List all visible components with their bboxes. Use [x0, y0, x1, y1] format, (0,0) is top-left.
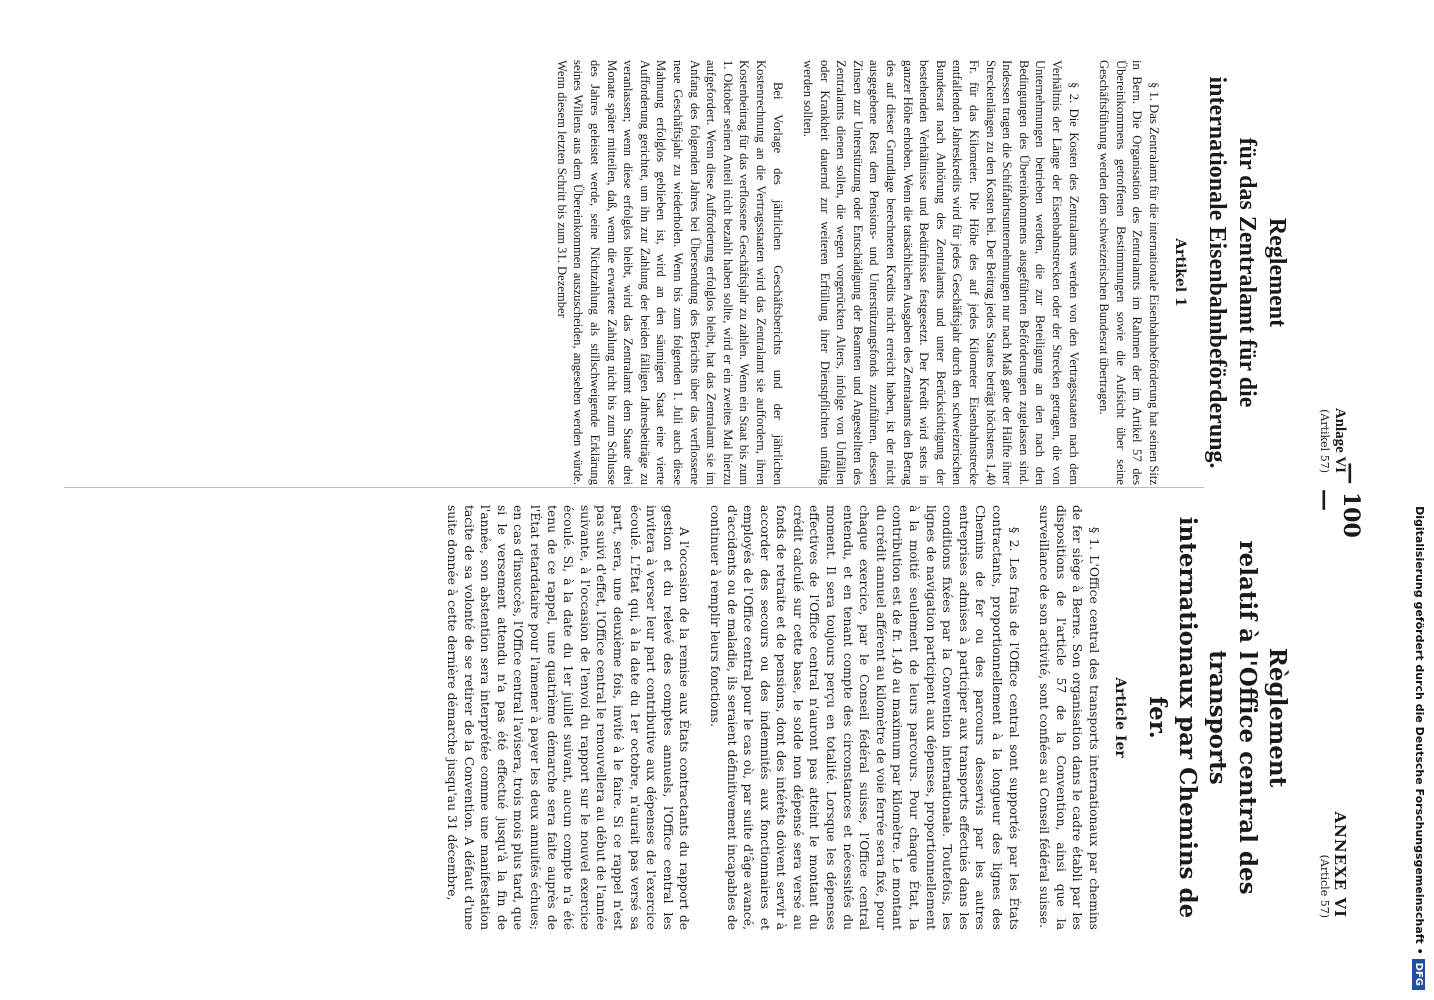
annex-label-fr: ANNEXE VI [1331, 811, 1349, 918]
page-number: — 100 — [1312, 462, 1364, 538]
title-fr-line: relatif à l'Office central des transports [1204, 540, 1261, 895]
title-fr [1142, 505, 1292, 930]
title-de-line: Reglement [1264, 217, 1290, 328]
paragraph-fr-2: § 2. Les frais de l'Office central sont supportés par les États contractants, proportionnellement à la longueur des lignes des Chemins de fer ou des parcours desservis par les autres entreprises admises à participer aux transports effectués dans les conditions fixées par la Convention internationale. Toutefois, les lignes de navigation participent aux dépenses, proportionnellement à la moitié seulement de leurs parcours. Pour chaque État, la contribution est de fr. 1,40 au maximum par kilomètre. Le montant du crédit annuel afférent au kilomètre de voie ferrée sera fixé, pour chaque exercice, par le Conseil fédéral suisse, l'Office central entendu, et en tenant compte des circonstances et nécessités du moment. Il sera toujours perçu en totalité. Lorsque les dépenses effectives de l'Office central n'auront pas atteint le montant du crédit calculé sur cette base, le solde non dépensé sera versé au fonds de retraite et de pensions, dont des intérêts doivent servir à accorder des secours ou des indemnités aux fonctionnaires et employés de l'Office central pour le cas où, par suite d'âge avancé, d'accidents ou de maladie, ils seraient définitivement incapables de continuer à remplir leurs fonctions. [707, 505, 1021, 930]
paragraph-de-2: § 2. Die Kosten des Zentralamts werden von den Vertragsstaaten nach dem Verhältnis der Länge der Eisenbahnstrecken oder der Strecken getragen, die von Unternehmungen betrieben werden, die zur Beteiligung an den nach den Bedingungen des Übereinkommens ausgeführten Beförderungen zugelassen sind. Indessen tragen die Schiffahrtsunternehmungen nur nach Maß gabe der Hälfte ihrer Streckenlängen zu den Kosten bei. Der Beitrag jedes Staates beträgt höchstens 1,40 Fr. für das Kilometer. Die Höhe des auf jedes Kilometer Eisenbahnstrecke entfallenden Jahreskredits wird für jedes Geschäftsjahr durch den schweizerischen Bundesrat nach Anhörung des Zentralamts und unter Berücksichtigung der bestehenden Verhältnisse und Bedürfnisse festgesetzt. Der Kredit wird stets in ganzer Höhe erhoben. Wenn die tatsächlichen Ausgaben des Zentralamts den Betrag des auf dieser Grundlage berechneten Kredits nicht erreicht haben, ist der nicht ausgegebene Rest dem Pensions- und Unterstützungsfonds zuzuführen, dessen Zinsen zur Unterstützung oder Entschädigung der Beamten und Angestellten des Zentralamts dienen sollen, die wegen vorgerückten Alters, infolge von Unfällen oder Krankheit dauernd zur weiteren Erfüllung ihrer Dienstpflichten unfähig werden sollten. [801, 60, 1081, 485]
dfg-logo: DFG [1413, 959, 1426, 990]
paragraph-fr-1: § 1. L'Office central des transports internationaux par chemins de fer siège à Berne. Son organisation dans le cadre établi par les dispositions de l'article 57 de la Convention, ainsi que la surveillance de son activité, sont confiées au Conseil fédéral suisse. [1037, 505, 1101, 930]
title-de-line: für das Zentralamt für die [1234, 137, 1260, 408]
article-heading-de: Artikel 1 [1172, 238, 1188, 307]
paragraph-fr-3: A l'occasion de la remise aux États contractants du rapport de gestion et du relevé des comptes annuels, l'Office central les invitera à verser leur part contributive aux dépenses de l'exercice écoulé. L'État qui, à la date du 1er octobre, n'aurait pas versé sa part, sera, une deuxième fois, invité à le faire. Si ce rappel n'est pas suivi d'effet, l'Office central le renouvellera au début de l'année suivante, à l'occasion de l'envoi du rapport sur le nouvel exercice écoulé. Si, à la date du 1er juillet suivant, aucun compte n'a été tenu de ce rappel, une quatrième démarche sera faite auprès de l'État retardataire pour l'amener à payer les deux annuités échues; en cas d'insuccès, l'Office central l'avisera, trois mois plus tard, que si le versement attendu n'a pas été effectué jusqu'à la fin de l'année, son abstention sera interprétée comme une manifestation tacite de sa volonté de se retirer de la Convention. A défaut d'une suite donnée à cette dernière démarche jusqu'au 31 décembre, [445, 505, 692, 930]
scan-stamp-text: Digitalisierung gefördert durch die Deutsche Forschungsgemeinschaft • [1413, 506, 1426, 955]
annex-sub-fr: (Article 57) [1318, 854, 1331, 918]
paragraph-de-1: § 1. Das Zentralamt für die internationale Eisenbahnbeförderung hat seinen Sitz in Bern. Die Organisation des Zentralamts im Rahmen der im Artikel 57 des Übereinkommens getroffenen Bestimmungen sowie die Aufsicht über seine Geschäftsführung werden dem schweizerischen Bundesrat übertragen. [1097, 60, 1161, 485]
paragraph-de-3: Bei Vorlage des jährlichen Geschäftsberichts und der jährlichen Kostenrechnung an die Vertragsstaaten wird das Zentralamt sie auffordern, ihren Kostenbeitrag für das verflossene Geschäftsjahr zu zahlen. Wenn ein Staat bis zum 1. Oktober seinen Anteil nicht bezahlt haben sollte, wird er ein zweites Mal hierzu aufgefordert. Wenn diese Aufforderung erfolglos bleibt, hat das Zentralamt sie im Anfang des folgenden Jahres bei Übersendung des Berichts über das verflossene neue Geschäftsjahr zu wiederholen. Wenn bis zum folgenden 1. Juli auch diese Mahnung erfolglos geblieben ist, wird an den säumigen Staat eine vierte Aufforderung gerichtet, um ihn zur Zahlung der beiden fälligen Jahresbeiträge zu veranlassen; wenn diese erfolglos bleibt, wird das Zentralamt dem Staate drei Monate später mitteilen, daß, wenn die erwartete Zahlung nicht bis zum Schlusse des Jahres geleistet werde, seine Nichtzahlung als stillschweigende Erklärung seines Willens aus dem Übereinkommen auszuscheiden, angesehen werden würde. Wenn diesem letzten Schritt bis zum 31. Dezember [554, 60, 785, 485]
title-fr-line: internationaux par Chemins de fer. [1144, 516, 1201, 919]
annex-label-de: Anlage VI [1332, 407, 1348, 473]
scan-stamp [1404, 10, 1426, 990]
article-heading-fr: Article Ier [1112, 677, 1128, 758]
annex-sub-de: (Artikel 57) [1318, 409, 1331, 473]
title-de-line: internationale Eisenbahnbeförderung. [1204, 76, 1230, 469]
title-fr-line: Règlement [1264, 647, 1291, 788]
title-de [1202, 60, 1292, 485]
column-divider [64, 487, 1204, 488]
french-column [49, 505, 1349, 930]
german-column [49, 60, 1349, 485]
